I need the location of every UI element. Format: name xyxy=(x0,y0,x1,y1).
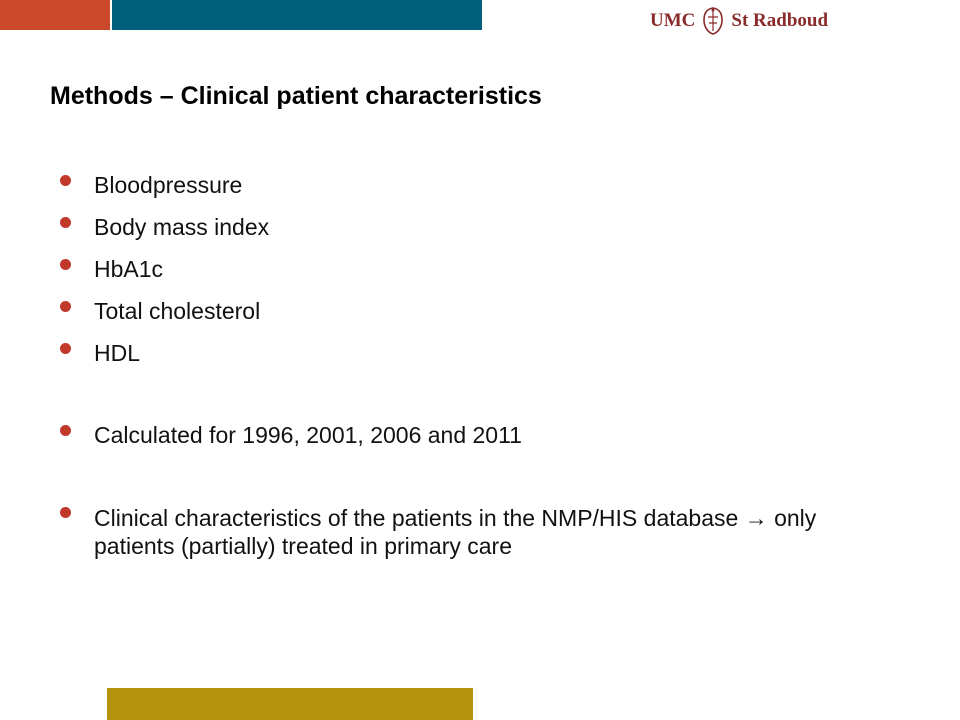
header-bar-teal xyxy=(112,0,482,30)
bullet-item xyxy=(60,256,860,282)
bullet-dot-icon xyxy=(60,343,71,354)
bullet-text: Calculated for 1996, 2001, 2006 and 2011 xyxy=(94,422,522,448)
bullet-dot-icon xyxy=(60,217,71,228)
bullet-text-before-arrow: Clinical characteristics of the patients in the NMP/HIS database xyxy=(94,505,739,531)
logo-text-st-radboud: St Radboud xyxy=(731,10,829,31)
bullet-text: Total cholesterol xyxy=(94,298,261,324)
bullet-text-after-arrow: only patients (partially) treated in primary care xyxy=(94,505,817,559)
arrow-right-icon: → xyxy=(744,505,768,531)
bullet-item xyxy=(60,214,860,240)
slide-title: Methods – Clinical patient characteristics xyxy=(50,82,542,110)
bullet-text: HbA1c xyxy=(94,256,164,282)
bullet-text: Body mass index xyxy=(94,214,270,240)
umc-st-radboud-logo xyxy=(650,6,828,36)
bullet-item xyxy=(60,504,864,560)
bullet-item xyxy=(60,340,860,366)
header-bar-red xyxy=(0,0,110,30)
bullet-list xyxy=(60,172,860,560)
bullet-dot-icon xyxy=(60,259,71,270)
bullet-item xyxy=(60,298,860,324)
bullet-text: Bloodpressure xyxy=(94,172,243,198)
bullet-dot-icon xyxy=(60,175,71,186)
bullet-dot-icon xyxy=(60,507,71,518)
bullet-dot-icon xyxy=(60,425,71,436)
bullet-item xyxy=(60,172,860,198)
footer-bar-gold xyxy=(107,688,473,720)
bullet-text: HDL xyxy=(94,340,141,366)
bullet-item xyxy=(60,422,860,448)
crest-icon xyxy=(701,6,725,36)
bullet-dot-icon xyxy=(60,301,71,312)
logo-text-umc: UMC xyxy=(650,10,696,31)
